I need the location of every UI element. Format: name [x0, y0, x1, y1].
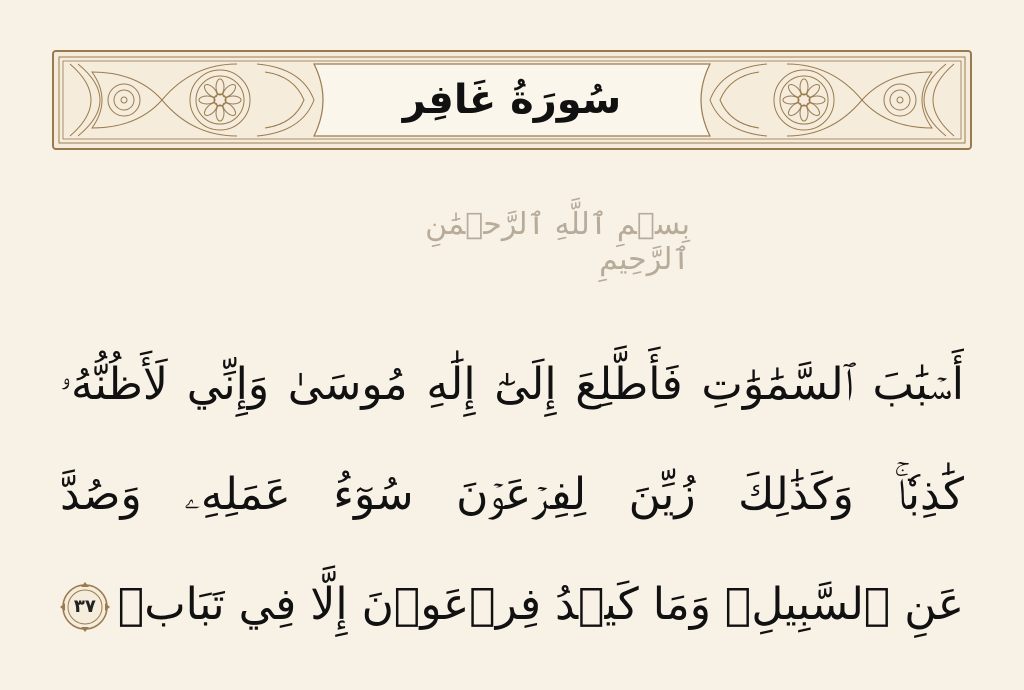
- verse-line-3-text: عَنِ ٱلسَّبِيلِۚ وَمَا كَيۡدُ فِرۡعَوۡنَ إِلَّا فِي تَبَابٖ: [117, 579, 964, 630]
- ayah-number: ٣٧: [73, 596, 96, 617]
- verse-line-2: كَٰذِبٗاۚ وَكَذَٰلِكَ زُيِّنَ لِفِرۡعَوۡنَ سُوٓءُ عَمَلِهِۦ وَصُدَّ: [60, 469, 964, 520]
- verse-text: [60, 330, 964, 660]
- surah-title: سُورَةُ غَافِر: [402, 77, 622, 123]
- verse-line-3: [60, 550, 964, 660]
- basmala: بِسۡمِ ٱللَّهِ ٱلرَّحۡمَٰنِ ٱلرَّحِيمِ: [425, 207, 690, 277]
- surah-header-frame: [52, 50, 972, 150]
- ayah-end-marker-icon: [60, 580, 112, 634]
- verse-line-1: أَسۡبَٰبَ ٱلسَّمَٰوَٰتِ فَأَطَّلِعَ إِلَىٰٓ إِلَٰهِ مُوسَىٰ وَإِنِّي لَأَظُنُّهُۥ: [60, 359, 964, 410]
